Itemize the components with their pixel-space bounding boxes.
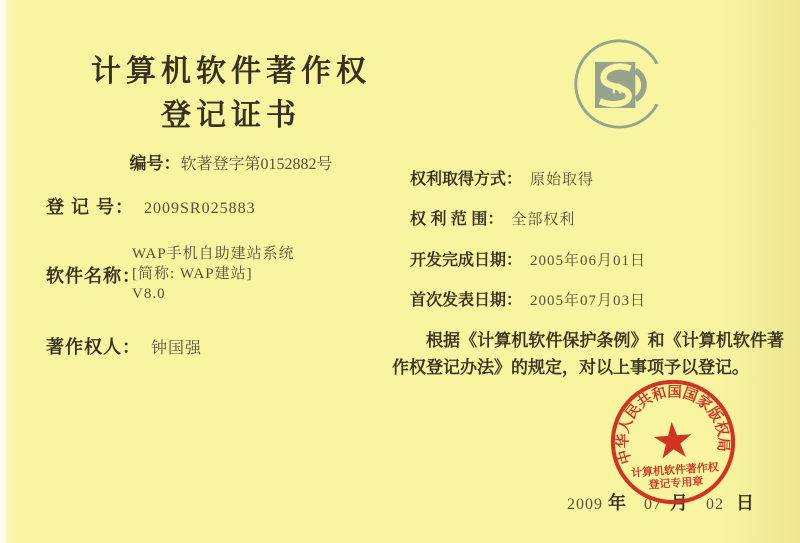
scan-edge [0,0,6,543]
software-name-value [132,244,295,304]
development-completion-date-label: 开发完成日期： [410,252,523,269]
serial-label: 编号： [129,154,181,173]
first-publication-date-label: 首次发表日期： [410,292,523,309]
first-publication-date-value: 2005年07月03日 [530,293,647,309]
seal-star-icon: ★ [651,415,695,468]
issue-day-unit: 日 [736,493,754,513]
seal-text-line-2: 登记专用章 [648,475,704,492]
copyright-bureau-emblem-icon [571,36,667,132]
serial-value: 软著登字第0152882号 [180,156,333,173]
copyright-owner-value: 钟国强 [151,340,203,357]
rights-scope-label: 权 利 范 围： [410,211,504,228]
development-completion-date-value: 2005年06月01日 [530,253,647,269]
issue-year-unit: 年 [608,493,626,513]
emblem-letter: R [611,81,623,98]
acquisition-method-value: 原始取得 [530,172,595,188]
acquisition-method-label: 权利取得方式： [410,171,523,188]
software-name-line-1: WAP手机自助建站系统 [132,246,295,262]
registration-statement: 根据《计算机软件保护条例》和《计算机软件著作权登记办法》的规定，对以上事项予以登记。 [392,331,784,377]
rights-scope-value: 全部权利 [511,212,576,228]
software-name-label: 软件名称： [46,266,141,286]
serial-number-row [58,149,404,174]
copyright-owner-label: 著作权人： [46,337,141,357]
seal-ring-text: 中华人民共和国国家版权局 [615,384,731,466]
registration-number-row [46,193,256,219]
issue-month: 07 [644,496,662,513]
title-line-2: 登记证书 [161,99,301,132]
acquisition-method-row [410,166,594,189]
registration-number-label: 登 记 号： [46,197,135,217]
title-line-1: 计算机软件著作权 [91,55,371,88]
seal-text-line-1: 计算机软件著作权 [630,461,720,480]
issue-day: 02 [706,496,724,513]
registration-number-value: 2009SR025883 [144,200,256,217]
issue-month-unit: 月 [670,493,688,513]
official-red-seal [604,373,743,512]
issue-year: 2009 [567,496,603,513]
software-name-line-2: [简称: WAP建站] [132,266,253,282]
rights-scope-row [410,206,575,229]
copyright-owner-row [46,333,202,359]
development-completion-date-row [410,247,646,270]
first-publication-date-row [410,287,646,310]
certificate-title [58,50,404,138]
software-name-line-3: V8.0 [132,286,166,302]
